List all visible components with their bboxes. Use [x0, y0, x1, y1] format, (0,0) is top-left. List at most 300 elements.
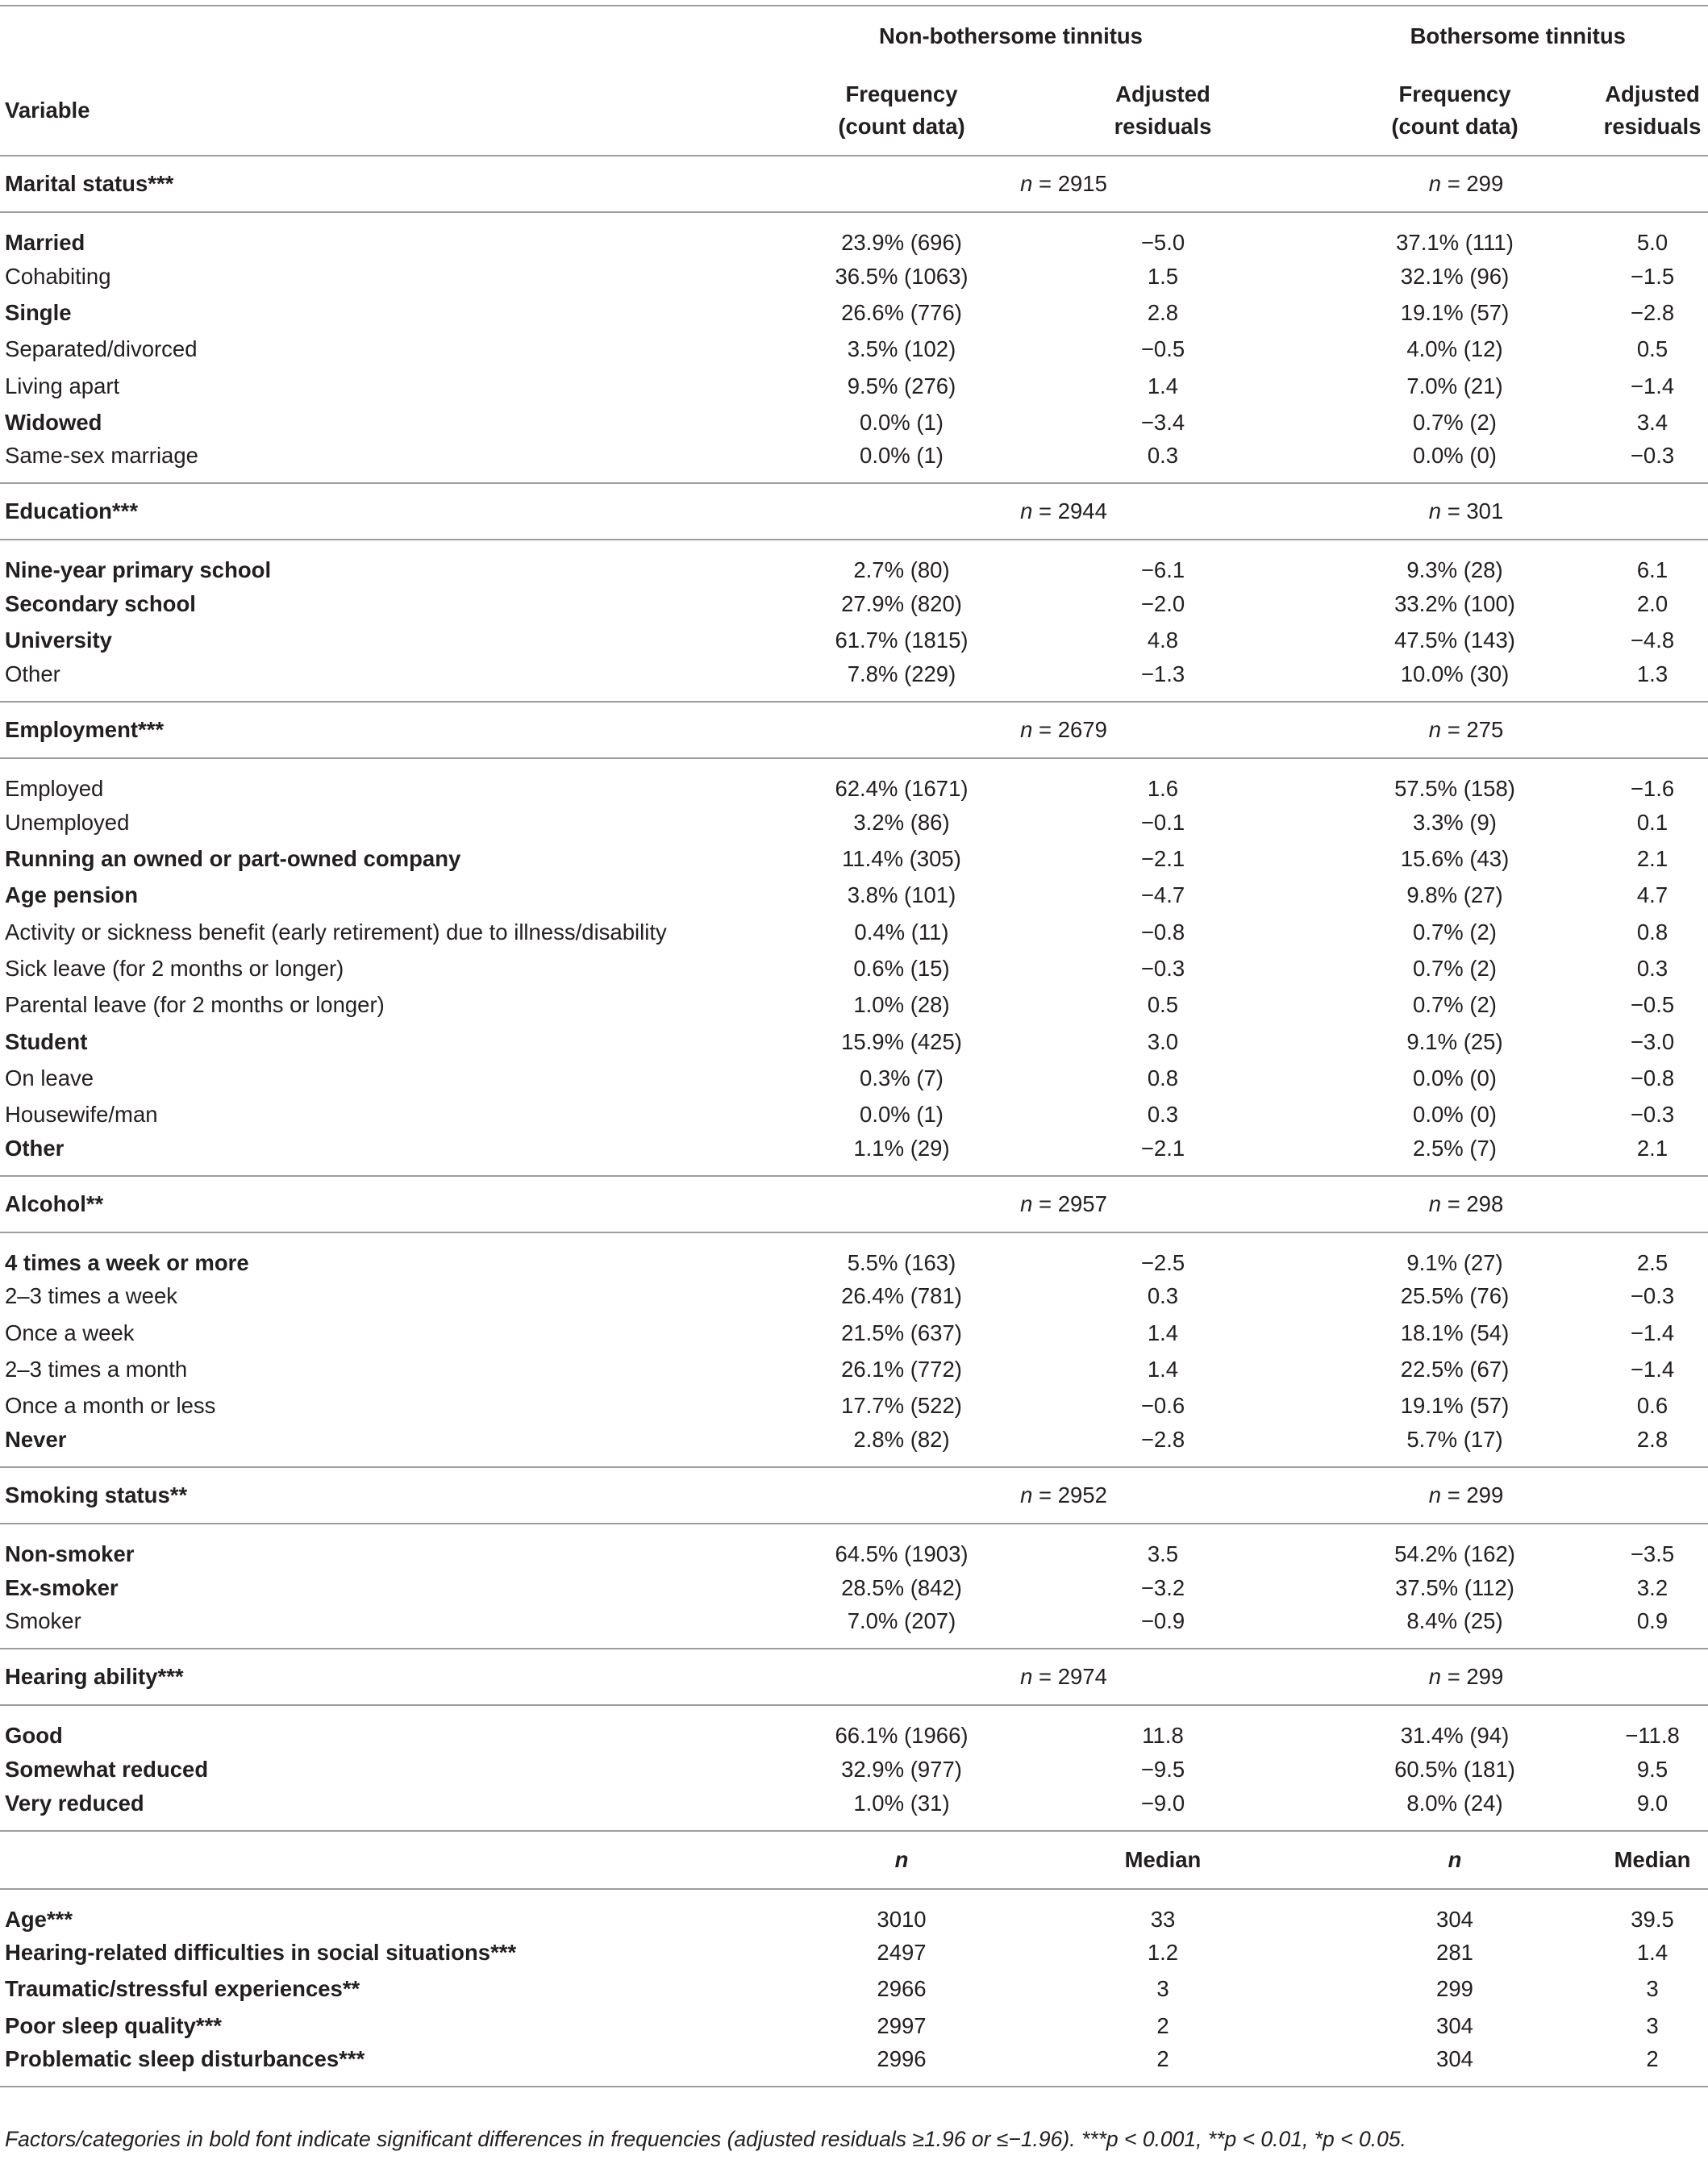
residual-group2: −2.8 [1630, 299, 1675, 325]
residual-group1: 0.3 [1147, 1283, 1179, 1309]
residual-group2: 6.1 [1636, 557, 1668, 583]
frequency-group2: 47.5% (143) [1394, 628, 1515, 653]
median-row-n1: 2997 [877, 2012, 927, 2038]
section-n-label: n [1428, 1664, 1442, 1690]
residual-group1: 4.8 [1147, 628, 1179, 653]
table-row [0, 332, 1708, 368]
median-row-label: Problematic sleep disturbances*** [0, 2044, 758, 2087]
frequency-header-1-line2: (count data) [838, 114, 965, 139]
table-row [0, 1705, 1708, 1751]
residual-group1: −5.0 [1140, 230, 1185, 255]
section-n-label: n [1428, 1191, 1442, 1216]
frequency-group1: 27.9% (820) [841, 591, 962, 617]
table-row [0, 368, 1708, 404]
residual-group1: 11.8 [1142, 1723, 1184, 1749]
frequency-group1: 0.6% (15) [853, 955, 950, 981]
table-row [0, 404, 1708, 440]
row-label: Nine-year primary school [5, 557, 272, 583]
frequency-group1: 61.7% (1815) [835, 628, 969, 653]
row-gap [1281, 1133, 1313, 1176]
row-gap [1281, 212, 1313, 258]
table-row [0, 540, 1708, 586]
residual-group2: −3.0 [1630, 1028, 1675, 1054]
frequency-group1: 9.5% (276) [847, 373, 956, 398]
section-n-group1 [758, 1467, 1281, 1524]
section-title: Education*** [0, 483, 758, 540]
frequency-group1: 0.3% (7) [860, 1065, 944, 1090]
residual-group2: 0.1 [1636, 809, 1668, 835]
median-row-m1: 33 [1150, 1906, 1176, 1932]
row-label: Widowed [5, 409, 102, 435]
frequency-group2: 33.2% (100) [1394, 591, 1515, 617]
row-gap [1281, 1278, 1313, 1315]
residual-group1: −0.8 [1140, 919, 1185, 944]
row-gap [1281, 1232, 1313, 1278]
residual-group2: −1.4 [1630, 373, 1675, 398]
table-row [0, 294, 1708, 331]
row-gap [1281, 623, 1313, 659]
residual-group2: −11.8 [1625, 1723, 1680, 1749]
row-gap [1281, 1570, 1313, 1606]
section-gap [1281, 1649, 1313, 1705]
median-row-n1: 2497 [877, 1940, 927, 1966]
frequency-group2: 37.1% (111) [1396, 230, 1514, 255]
frequency-group1: 3.8% (101) [847, 882, 956, 908]
row-label: Very reduced [5, 1790, 144, 1816]
table-row [0, 804, 1708, 840]
section-n-label: n [1428, 171, 1442, 196]
frequency-group2: 22.5% (67) [1400, 1356, 1510, 1382]
section-gap [1281, 156, 1313, 212]
row-label: University [5, 628, 112, 653]
frequency-group1: 1.0% (31) [853, 1790, 950, 1816]
median-row-gap [1281, 1889, 1313, 1935]
frequency-group2: 0.7% (2) [1413, 955, 1497, 981]
median-row-n2: 304 [1436, 2012, 1473, 2038]
frequency-group1: 3.5% (102) [847, 336, 956, 362]
frequency-group2: 9.1% (25) [1406, 1028, 1503, 1054]
residual-group1: −3.2 [1140, 1574, 1185, 1600]
row-label: Single [5, 299, 72, 325]
row-gap [1281, 840, 1313, 877]
section-n-label: n [1428, 717, 1442, 743]
table-row [0, 1788, 1708, 1831]
frequency-group1: 1.1% (29) [853, 1135, 950, 1161]
frequency-header-2-line1: Frequency [1398, 81, 1511, 107]
frequency-header-1-line1: Frequency [845, 81, 958, 107]
residual-group2: 2.5 [1636, 1249, 1668, 1275]
table-row [0, 258, 1708, 294]
median-row-m2: 2 [1597, 2044, 1708, 2087]
section-n-group2 [1313, 1176, 1708, 1232]
median-row-m1: 3 [1156, 1976, 1169, 2002]
residual-group2: 0.3 [1636, 955, 1668, 981]
residual-group2: 2.1 [1636, 1135, 1668, 1161]
frequency-group1: 26.4% (781) [841, 1283, 962, 1309]
frequency-group2: 4.0% (12) [1406, 336, 1503, 362]
section-header-row [0, 1649, 1708, 1705]
section-n-label: n [1020, 717, 1033, 743]
residual-group1: 0.8 [1147, 1065, 1179, 1090]
row-label: Somewhat reduced [5, 1756, 209, 1782]
residual-group1: −6.1 [1140, 557, 1185, 583]
table-row [0, 1278, 1708, 1315]
median-row-gap [1281, 1935, 1313, 1971]
group-header-cell-1 [758, 6, 1281, 66]
row-gap [1281, 914, 1313, 950]
table-row [0, 758, 1708, 804]
section-n-value: = 275 [1447, 717, 1504, 743]
median-header-gap [1281, 1831, 1313, 1889]
median-header-n1: n [758, 1831, 1045, 1889]
frequency-group2: 25.5% (76) [1400, 1283, 1510, 1309]
frequency-group2: 7.0% (21) [1406, 373, 1503, 398]
table-body [0, 156, 1708, 2087]
row-label: Activity or sickness benefit (early retirement) due to illness/disability [5, 919, 667, 944]
section-n-group2 [1313, 1649, 1708, 1705]
frequency-group1: 7.8% (229) [847, 661, 956, 687]
section-n-group2 [1313, 702, 1708, 758]
row-label: Good [5, 1723, 63, 1749]
residual-group2: 0.6 [1636, 1393, 1668, 1419]
frequency-group2: 8.0% (24) [1406, 1790, 1503, 1816]
row-gap [1281, 1060, 1313, 1096]
median-header-n2: n [1313, 1831, 1597, 1889]
row-gap [1281, 950, 1313, 986]
frequency-group1: 15.9% (425) [841, 1028, 962, 1054]
median-row-n2: 304 [1436, 1906, 1473, 1932]
residual-group1: 1.4 [1147, 1356, 1179, 1382]
residual-group1: 0.3 [1147, 443, 1179, 469]
table-row [0, 623, 1708, 659]
frequency-group1: 0.0% (1) [860, 443, 944, 469]
frequency-group2: 0.7% (2) [1413, 992, 1497, 1018]
residual-group1: 1.5 [1147, 263, 1179, 289]
residual-group2: 2.8 [1636, 1426, 1668, 1452]
residual-header-2 [1597, 66, 1708, 156]
frequency-group2: 9.3% (28) [1406, 557, 1503, 583]
median-row-n2: 299 [1436, 1976, 1473, 2002]
median-row-n1: 2996 [758, 2044, 1045, 2087]
residual-group1: 1.4 [1147, 373, 1179, 398]
frequency-group2: 19.1% (57) [1400, 299, 1510, 325]
row-gap [1281, 368, 1313, 404]
residual-group1: −9.5 [1140, 1756, 1185, 1782]
residual-group2: 4.7 [1636, 882, 1668, 908]
section-n-group1 [758, 156, 1281, 212]
frequency-group2: 9.8% (27) [1406, 882, 1503, 908]
median-row-label: Poor sleep quality*** [5, 2012, 222, 2038]
section-gap [1281, 483, 1313, 540]
row-label: Same-sex marriage [5, 443, 198, 469]
residual-group2: −3.5 [1630, 1541, 1675, 1566]
residual-group2: 1.3 [1636, 661, 1668, 687]
row-gap [1281, 294, 1313, 331]
group-header-row [0, 6, 1708, 66]
frequency-header-1 [758, 66, 1045, 156]
section-header-row [0, 702, 1708, 758]
row-label: Other [5, 1135, 65, 1161]
frequency-group1: 23.9% (696) [841, 230, 962, 255]
residual-group2: 9.5 [1636, 1756, 1668, 1782]
residual-group2: −0.3 [1630, 443, 1675, 469]
section-n-group1 [758, 483, 1281, 540]
row-gap [1281, 1606, 1313, 1649]
residual-group2: 5.0 [1636, 230, 1668, 255]
residual-group1: −2.8 [1140, 1426, 1185, 1452]
variable-header: Variable [5, 98, 90, 123]
median-row-n2: 281 [1436, 1940, 1473, 1966]
residual-group2: 3.4 [1636, 409, 1668, 435]
table-row [0, 1751, 1708, 1787]
row-label: Parental leave (for 2 months or longer) [5, 992, 385, 1018]
residual-header-1-line1: Adjusted [1115, 81, 1210, 107]
section-n-value: = 2679 [1039, 717, 1107, 743]
header-blank [0, 6, 758, 66]
frequency-group1: 66.1% (1966) [835, 1723, 969, 1749]
median-row [0, 1935, 1708, 1971]
section-n-value: = 2974 [1039, 1664, 1107, 1690]
residual-group1: −2.0 [1140, 591, 1185, 617]
section-title: Hearing ability*** [0, 1649, 758, 1705]
frequency-group1: 7.0% (207) [847, 1608, 956, 1634]
median-row-m2: 3 [1646, 2012, 1659, 2038]
section-header-row [0, 483, 1708, 540]
median-row-n1: 2966 [877, 1976, 927, 2002]
frequency-group2: 0.0% (0) [1413, 1065, 1497, 1090]
table-row [0, 1606, 1708, 1649]
median-row [0, 1889, 1708, 1935]
section-header-row [0, 156, 1708, 212]
residual-group1: −4.7 [1140, 882, 1185, 908]
median-row-n1: 3010 [877, 1906, 927, 1932]
section-n-label: n [1020, 498, 1033, 524]
median-header-blank [0, 1831, 758, 1889]
median-row-label: Age*** [5, 1906, 73, 1932]
section-n-group1 [758, 1649, 1281, 1705]
section-n-value: = 301 [1447, 498, 1504, 524]
residual-group2: 0.5 [1636, 336, 1668, 362]
residual-group1: −9.0 [1140, 1790, 1185, 1816]
section-n-label: n [1428, 1482, 1442, 1507]
row-label: Non-smoker [5, 1541, 135, 1566]
row-label: Housewife/man [5, 1102, 158, 1128]
median-row-gap [1281, 2008, 1313, 2044]
frequency-group1: 21.5% (637) [841, 1320, 962, 1345]
frequency-group1: 26.6% (776) [841, 299, 962, 325]
table-row [0, 659, 1708, 702]
section-n-value: = 299 [1447, 1482, 1504, 1507]
row-label: Once a week [5, 1320, 135, 1345]
frequency-group2: 0.7% (2) [1413, 919, 1497, 944]
row-gap [1281, 1705, 1313, 1751]
row-gap [1281, 332, 1313, 368]
frequency-group1: 11.4% (305) [842, 846, 961, 872]
median-header-row [0, 1831, 1708, 1889]
table-row [0, 878, 1708, 914]
residual-group2: 0.9 [1636, 1608, 1668, 1634]
residual-group2: 9.0 [1636, 1790, 1668, 1816]
row-label: Cohabiting [5, 263, 111, 289]
residual-group2: 2.0 [1636, 591, 1668, 617]
residual-group1: −2.1 [1140, 1135, 1185, 1161]
residual-header-1-line2: residuals [1114, 114, 1212, 139]
section-n-value: = 299 [1447, 1664, 1504, 1690]
residual-group1: 2.8 [1147, 299, 1179, 325]
median-header-m2: Median [1597, 1831, 1708, 1889]
residual-group2: −0.5 [1630, 992, 1675, 1018]
footnote-text: Factors/categories in bold font indicate significant differences in frequencies (adjusted residuals ≥1.96 or ≤−1.96). ***p < 0.001, **p < 0.01, *p < 0.05. [5, 2127, 1406, 2151]
section-n-group1 [758, 702, 1281, 758]
residual-group2: −1.4 [1630, 1320, 1675, 1345]
row-gap [1281, 1788, 1313, 1831]
frequency-group1: 2.8% (82) [853, 1426, 950, 1452]
frequency-group1: 26.1% (772) [841, 1356, 962, 1382]
frequency-group2: 60.5% (181) [1394, 1756, 1515, 1782]
frequency-group2: 57.5% (158) [1394, 776, 1515, 802]
row-label: Student [5, 1028, 88, 1054]
group-header-bothersome: Bothersome tinnitus [1410, 23, 1626, 48]
frequency-group1: 0.0% (1) [860, 1102, 944, 1128]
row-gap [1281, 404, 1313, 440]
table-row [0, 1060, 1708, 1096]
median-header-m1: Median [1045, 1831, 1281, 1889]
section-n-label: n [1428, 498, 1442, 524]
row-gap [1281, 540, 1313, 586]
table-row [0, 1351, 1708, 1387]
frequency-group1: 28.5% (842) [841, 1574, 962, 1600]
frequency-group2: 31.4% (94) [1400, 1723, 1510, 1749]
frequency-group2: 0.7% (2) [1413, 409, 1497, 435]
section-n-value: = 2957 [1039, 1191, 1107, 1216]
row-label: Age pension [5, 882, 139, 908]
row-gap [1281, 258, 1313, 294]
table-row [0, 1524, 1708, 1570]
frequency-group2: 32.1% (96) [1400, 263, 1510, 289]
row-label: Sick leave (for 2 months or longer) [5, 955, 344, 981]
results-table [0, 5, 1708, 2087]
row-label: 2–3 times a week [5, 1283, 177, 1309]
residual-group2: −0.3 [1630, 1102, 1675, 1128]
frequency-group2: 54.2% (162) [1394, 1541, 1515, 1566]
row-label: Employed [5, 776, 104, 802]
row-gap [1281, 659, 1313, 702]
frequency-group2: 3.3% (9) [1413, 809, 1497, 835]
residual-group1: 1.4 [1147, 1320, 1179, 1345]
section-n-value: = 2915 [1039, 171, 1107, 196]
row-gap [1281, 987, 1313, 1024]
section-gap [1281, 702, 1313, 758]
row-label: Other [5, 661, 60, 687]
residual-group1: −0.9 [1140, 1608, 1185, 1634]
section-title: Marital status*** [0, 156, 758, 212]
median-row-m1: 2 [1045, 2044, 1281, 2087]
section-n-group2 [1313, 1467, 1708, 1524]
frequency-group2: 2.5% (7) [1413, 1135, 1497, 1161]
table-row [0, 950, 1708, 986]
table-row [0, 440, 1708, 483]
frequency-header-2 [1313, 66, 1597, 156]
median-row-label: Hearing-related difficulties in social situations*** [5, 1940, 517, 1966]
row-gap [1281, 758, 1313, 804]
frequency-group2: 8.4% (25) [1406, 1608, 1503, 1634]
frequency-group1: 17.7% (522) [841, 1393, 962, 1419]
row-gap [1281, 1751, 1313, 1787]
frequency-group2: 0.0% (0) [1413, 1102, 1497, 1128]
median-row-label: Traumatic/stressful experiences** [5, 1976, 360, 2002]
residual-group1: −2.5 [1140, 1249, 1185, 1275]
residual-group1: −3.4 [1140, 409, 1185, 435]
section-gap [1281, 1467, 1313, 1524]
median-row-m2: 1.4 [1636, 1940, 1668, 1966]
row-label: On leave [5, 1065, 94, 1090]
table-row [0, 1315, 1708, 1351]
table-row [0, 1133, 1708, 1176]
frequency-group2: 18.1% (54) [1400, 1320, 1510, 1345]
frequency-group1: 0.0% (1) [860, 409, 944, 435]
group-header-non-bothersome: Non-bothersome tinnitus [879, 23, 1143, 48]
frequency-header-2-line2: (count data) [1391, 114, 1518, 139]
residual-group2: −1.5 [1630, 263, 1675, 289]
frequency-group2: 5.7% (17) [1406, 1426, 1503, 1452]
row-gap [1281, 1096, 1313, 1132]
frequency-group1: 5.5% (163) [847, 1249, 956, 1275]
row-gap [1281, 1388, 1313, 1424]
row-gap [1281, 1524, 1313, 1570]
table-row [0, 1096, 1708, 1132]
section-n-value: = 2952 [1039, 1482, 1107, 1507]
row-label: 2–3 times a month [5, 1356, 188, 1382]
row-label: Unemployed [5, 809, 130, 835]
section-n-value: = 2944 [1039, 498, 1107, 524]
row-gap [1281, 440, 1313, 483]
median-row-gap [1281, 2044, 1313, 2087]
section-title: Alcohol** [0, 1176, 758, 1232]
section-header-row [0, 1467, 1708, 1524]
row-gap [1281, 878, 1313, 914]
residual-group2: −1.4 [1630, 1356, 1675, 1382]
residual-group1: −2.1 [1140, 846, 1185, 872]
row-gap [1281, 1351, 1313, 1387]
frequency-group1: 62.4% (1671) [835, 776, 969, 802]
residual-header-2-line1: Adjusted [1605, 81, 1700, 107]
row-label: Smoker [5, 1608, 81, 1634]
row-gap [1281, 804, 1313, 840]
table-row [0, 212, 1708, 258]
frequency-group1: 36.5% (1063) [835, 263, 969, 289]
median-row [0, 2008, 1708, 2044]
residual-group1: −0.3 [1140, 955, 1185, 981]
table-row [0, 840, 1708, 877]
residual-group1: −1.3 [1140, 661, 1185, 687]
residual-group2: −0.3 [1630, 1283, 1675, 1309]
median-row [0, 2044, 1708, 2087]
residual-group2: −4.8 [1630, 628, 1675, 653]
residual-group1: −0.5 [1140, 336, 1185, 362]
table-row [0, 1232, 1708, 1278]
residual-header-2-line2: residuals [1603, 114, 1702, 139]
residual-group2: −1.6 [1630, 776, 1675, 802]
table-row [0, 1570, 1708, 1606]
row-label: Separated/divorced [5, 336, 198, 362]
section-n-label: n [1020, 1482, 1033, 1507]
row-label: Ex-smoker [5, 1574, 119, 1600]
frequency-group2: 19.1% (57) [1400, 1393, 1510, 1419]
section-n-value: = 298 [1447, 1191, 1504, 1216]
residual-group1: −0.1 [1140, 809, 1185, 835]
median-row-n2: 304 [1313, 2044, 1597, 2087]
row-label: 4 times a week or more [5, 1249, 249, 1275]
